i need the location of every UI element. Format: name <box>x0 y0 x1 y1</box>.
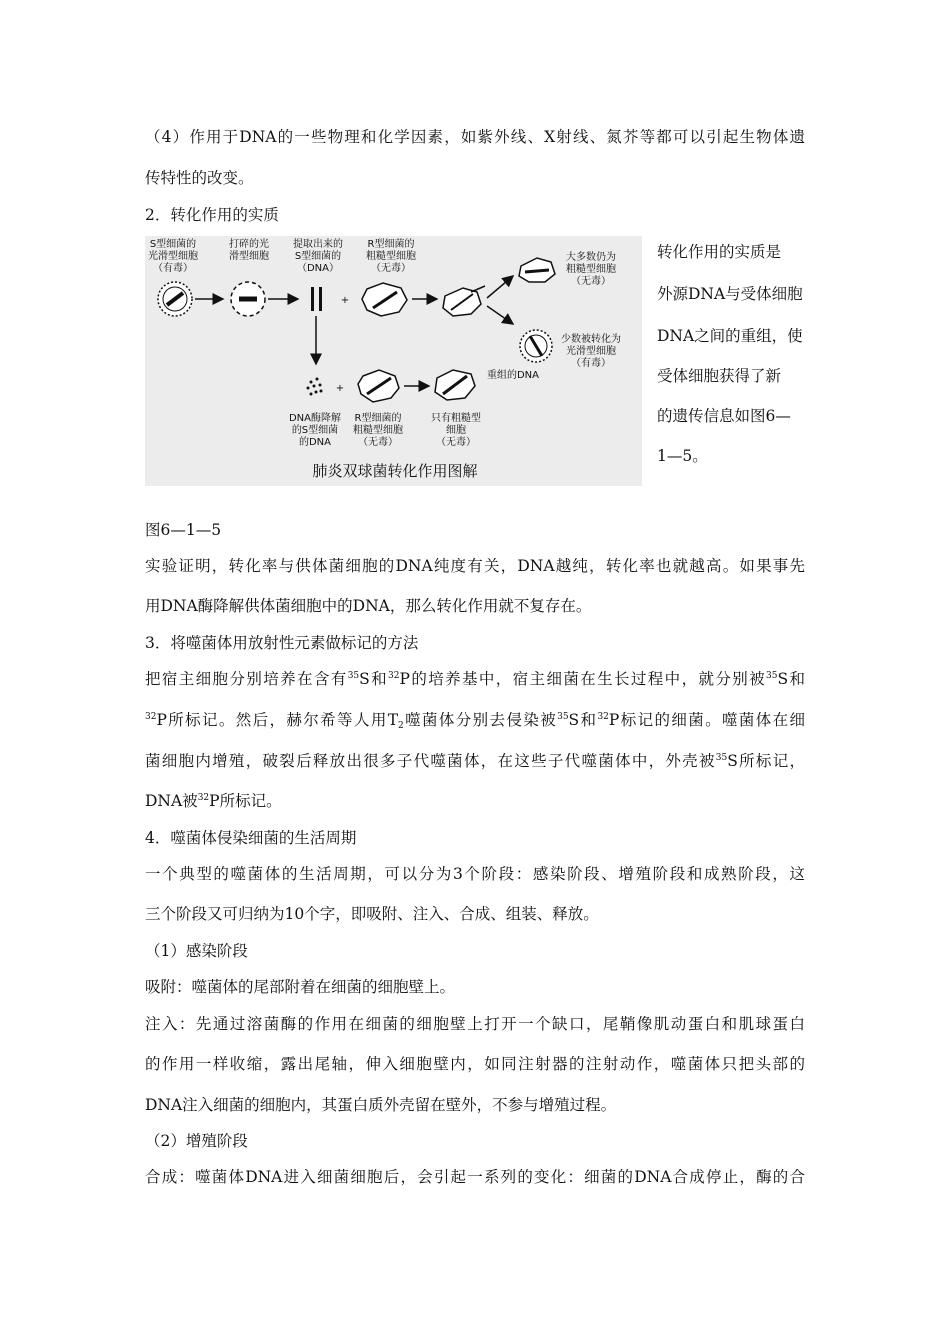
section-heading: 2．转化作用的实质 <box>145 206 279 224</box>
label-recombined-dna: 重组的DNA <box>486 370 540 381</box>
subsection-heading: （2）增殖阶段 <box>145 1132 248 1150</box>
diagram-svg <box>145 236 642 486</box>
broken-cell-icon <box>231 282 265 316</box>
label-few-1: 少数被转化为 <box>561 334 621 345</box>
transformation-diagram <box>145 236 642 486</box>
paragraph-line: 吸附：噬菌体的尾部附着在细菌的细胞壁上。 <box>145 978 456 996</box>
paragraph-line: 用DNA酶降解供体菌细胞中的DNA，那么转化作用就不复存在。 <box>145 597 592 615</box>
label-s-cell-2: 光滑型细胞 <box>148 251 198 262</box>
side-text-line: DNA之间的重组，使 <box>657 327 803 345</box>
paragraph-line: DNA被$^{32}$P所标记。 <box>145 792 282 810</box>
paragraph-line: 一个典型的噬菌体的生活周期，可以分为3个阶段：感染阶段、增殖阶段和成熟阶段，这 <box>145 865 805 883</box>
paragraph-line: 的作用一样收缩，露出尾轴，伸入细胞壁内，如同注射器的注射动作，噬菌体只把头部的 <box>145 1055 805 1073</box>
label-r-cell-b-3: （无毒） <box>358 437 398 448</box>
subsection-heading: （1）感染阶段 <box>145 942 248 960</box>
side-text-line: 1—5。 <box>657 447 708 465</box>
label-only-r-3: （无毒） <box>436 437 476 448</box>
side-text-line: 受体细胞获得了新 <box>657 367 782 385</box>
r-cell-icon-2 <box>358 370 399 402</box>
side-text-line: 的遗传信息如图6— <box>657 407 791 425</box>
label-degraded-2: 的S型细菌 <box>291 425 339 436</box>
paragraph-line: 合成：噬菌体DNA进入细菌细胞后，会引起一系列的变化：细菌的DNA合成停止，酶的合 <box>145 1168 805 1186</box>
label-few-3: （有毒） <box>571 358 611 369</box>
paragraph-line: 菌细胞内增殖，破裂后释放出很多子代噬菌体，在这些子代噬菌体中，外壳被$^{35}$S所标记， <box>145 752 805 770</box>
label-s-cell-3: （有毒） <box>153 263 193 274</box>
label-r-cell-3: （无毒） <box>371 263 411 274</box>
s-result-cell-icon <box>520 330 552 362</box>
diagram-caption: 肺炎双球菌转化作用图解 <box>312 462 478 480</box>
figure-reference: 图6—1—5 <box>145 521 222 539</box>
r-only-cell-icon <box>435 370 475 400</box>
label-majority-3: （无毒） <box>571 276 611 287</box>
label-broken-2: 滑型细胞 <box>229 251 269 262</box>
dna-icon <box>311 287 322 311</box>
label-dna-3: （DNA） <box>296 263 340 274</box>
label-dna-1: 提取出来的 <box>293 239 343 250</box>
paragraph-line: （4）作用于DNA的一些物理和化学因素，如紫外线、X射线、氮芥等都可以引起生物体遗 <box>145 128 805 146</box>
section-heading: 3．将噬菌体用放射性元素做标记的方法 <box>145 634 419 652</box>
paragraph-line: DNA注入细菌的细胞内，其蛋白质外壳留在壁外，不参与增殖过程。 <box>145 1096 617 1114</box>
label-broken-1: 打碎的光 <box>229 239 269 250</box>
label-dna-2: S型细菌的 <box>294 251 342 262</box>
paragraph-line: 实验证明，转化率与供体菌细胞的DNA纯度有关，DNA越纯，转化率也就越高。如果事先 <box>145 557 805 575</box>
label-degraded-1: DNA酶降解 <box>288 413 342 424</box>
side-text-line: 转化作用的实质是 <box>657 243 782 261</box>
degraded-dna-icon <box>307 378 323 396</box>
label-r-cell-b-2: 粗糙型细胞 <box>353 425 403 436</box>
label-degraded-3: 的DNA <box>298 437 332 448</box>
label-only-r-2: 细胞 <box>446 425 466 436</box>
paragraph-line: 传特性的改变。 <box>145 169 254 187</box>
paragraph-line: 把宿主细胞分别培养在含有$^{35}$S和$^{32}$P的培养基中，宿主细菌在生长过程中，就分别被$^{35}$S和 <box>145 670 805 688</box>
label-r-cell-2: 粗糙型细胞 <box>366 251 416 262</box>
s-cell-icon <box>158 282 192 316</box>
label-s-cell-1: S型细菌的 <box>149 239 197 250</box>
label-majority-2: 粗糙型细胞 <box>566 264 616 275</box>
label-r-cell-1: R型细菌的 <box>367 239 415 250</box>
paragraph-line: 三个阶段又可归纳为10个字，即吸附、注入、合成、组装、释放。 <box>145 905 599 923</box>
paragraph-line: 注入：先通过溶菌酶的作用在细菌的细胞壁上打开一个缺口，尾鞘像肌动蛋白和肌球蛋白 <box>145 1015 805 1033</box>
r-cell-icon <box>362 283 407 316</box>
section-heading: 4．噬菌体侵染细菌的生活周期 <box>145 829 357 847</box>
label-only-r-1: 只有粗糙型 <box>431 413 481 424</box>
label-few-2: 光滑型细胞 <box>566 346 616 357</box>
label-majority-1: 大多数仍为 <box>566 252 616 263</box>
side-text-line: 外源DNA与受体细胞 <box>657 285 803 303</box>
recombining-cell-icon <box>443 286 485 316</box>
r-result-cell-icon <box>519 258 555 282</box>
label-r-cell-b-1: R型细菌的 <box>354 413 402 424</box>
plus-sign-2: + <box>335 383 345 394</box>
plus-sign: + <box>340 295 350 306</box>
paragraph-line: $^{32}$P所标记。然后，赫尔希等人用$T_2$噬菌体分别去侵染被$^{35}$S和$^{32}$P标记的细菌。噬菌体在细 <box>145 711 805 731</box>
